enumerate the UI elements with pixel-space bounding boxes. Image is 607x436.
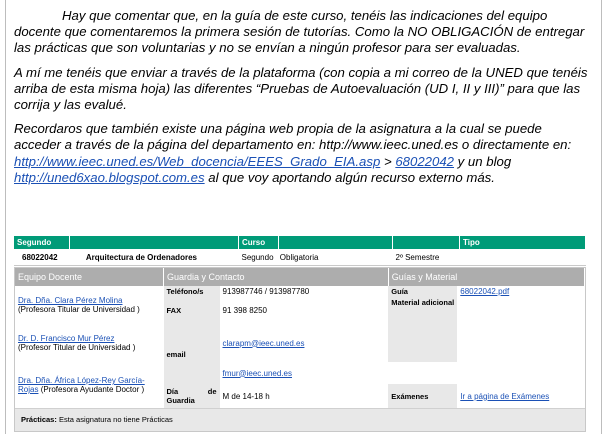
practicas-text: Esta asignatura no tiene Prácticas	[56, 415, 173, 424]
dia-label: Día	[166, 387, 179, 396]
tel-label: Teléfono/s	[166, 287, 204, 296]
teacher-3-role: (Profesora Ayudante Doctor )	[40, 385, 145, 394]
details-grid	[15, 268, 585, 408]
paragraph-2: A mí me tenéis que enviar a través de la plataforma (con copia a mi correo de la UNED que tenéis arriba de esta misma hoja) las diferentes “Pruebas de Autoevaluación (UD I, II y III)” para que las corrija y las evalué.	[14, 64, 588, 113]
header-equipo-docente: Equipo Docente	[15, 268, 164, 286]
course-details-panel	[14, 267, 586, 432]
examenes-label: Exámenes	[391, 391, 429, 401]
tel-value: 913987746 / 913987780	[220, 286, 389, 297]
course-summary	[14, 236, 586, 266]
teacher-1-name[interactable]: Dra. Dña. Clara Pérez Molina	[18, 296, 123, 305]
course-name: Arquitectura de Ordenadores	[85, 252, 197, 262]
examenes-link[interactable]: Ir a página de Exámenes	[460, 391, 550, 401]
teacher-1	[15, 286, 164, 324]
email-2[interactable]: fmur@ieec.uned.es	[222, 368, 292, 378]
fax-label: FAX	[166, 306, 182, 315]
paragraph-3-end: al que voy aportando algún recurso externo más.	[204, 169, 495, 185]
guia-pdf-link[interactable]: 68022042.pdf	[460, 287, 510, 296]
course-info-table	[14, 236, 586, 432]
details-header-row	[15, 268, 585, 286]
course-row	[14, 249, 586, 266]
header-guardia-contacto: Guardia y Contacto	[164, 268, 389, 286]
practicas-note	[15, 408, 585, 431]
teacher-2	[15, 324, 164, 362]
docencia-link[interactable]: http://www.ieec.uned.es/Web_docencia/EEES_Grado_EIA.asp	[14, 153, 381, 169]
fax-value: 91 398 8250	[220, 297, 389, 324]
header-curso: Curso	[239, 236, 279, 249]
course-header-row	[14, 236, 586, 249]
header-blank-2	[279, 236, 393, 249]
paragraph-3-start: Recordaros que también existe una página web propia de la asignatura a la cual se puede acceder a través de la página del departamento en: http://www.ieec.uned.es o directamente en:	[14, 121, 572, 153]
teacher-2-role: (Profesor Titular de Universidad )	[18, 343, 136, 352]
header-guias-material: Guías y Material	[388, 268, 584, 286]
teacher-2-name[interactable]: Dr. D. Francisco Mur Pérez	[18, 334, 115, 343]
guardia-value: M de 14-18 h	[220, 384, 389, 408]
teacher-3	[15, 362, 164, 408]
guardia-label: Guardia	[166, 396, 195, 405]
email-label: email	[166, 349, 186, 359]
guia-label: Guía	[391, 287, 408, 296]
de-label: de	[207, 387, 217, 396]
course-code: 68022042	[22, 252, 58, 262]
course-type: Obligatoria	[279, 252, 319, 262]
practicas-label: Prácticas:	[21, 415, 57, 424]
instructions-text	[14, 8, 592, 194]
paragraph-3-blog: y un blog	[454, 153, 512, 169]
email-1[interactable]: clarapm@ieec.uned.es	[222, 338, 305, 348]
material-label: Material adicional	[391, 298, 455, 307]
paragraph-3-sep: >	[380, 153, 396, 169]
teacher-3-name[interactable]: Dra. Dña. África López-Rey García-Rojas	[18, 376, 145, 394]
paragraph-1: Hay que comentar que, en la guía de este curso, tenéis las indicaciones del equipo docente que comentaremos la primera sesión de tutorías. Como la NO OBLIGACIÓN de entregar las prácticas que son voluntarias y no se envían a ningún profesor para ser evaluadas.	[14, 8, 585, 56]
teacher-1-role: (Profesora Titular de Universidad )	[18, 305, 140, 314]
course-year: Segundo	[241, 252, 274, 262]
header-segundo: Segundo	[14, 236, 70, 249]
paragraph-3	[14, 121, 592, 186]
course-semester: 2º Semestre	[393, 249, 460, 266]
header-tipo: Tipo	[460, 236, 586, 249]
blog-link[interactable]: http://uned6xao.blogspot.com.es	[14, 169, 205, 185]
guardia-day-label	[164, 384, 220, 408]
header-blank-1	[70, 236, 239, 249]
course-code-link[interactable]: 68022042	[395, 153, 455, 169]
